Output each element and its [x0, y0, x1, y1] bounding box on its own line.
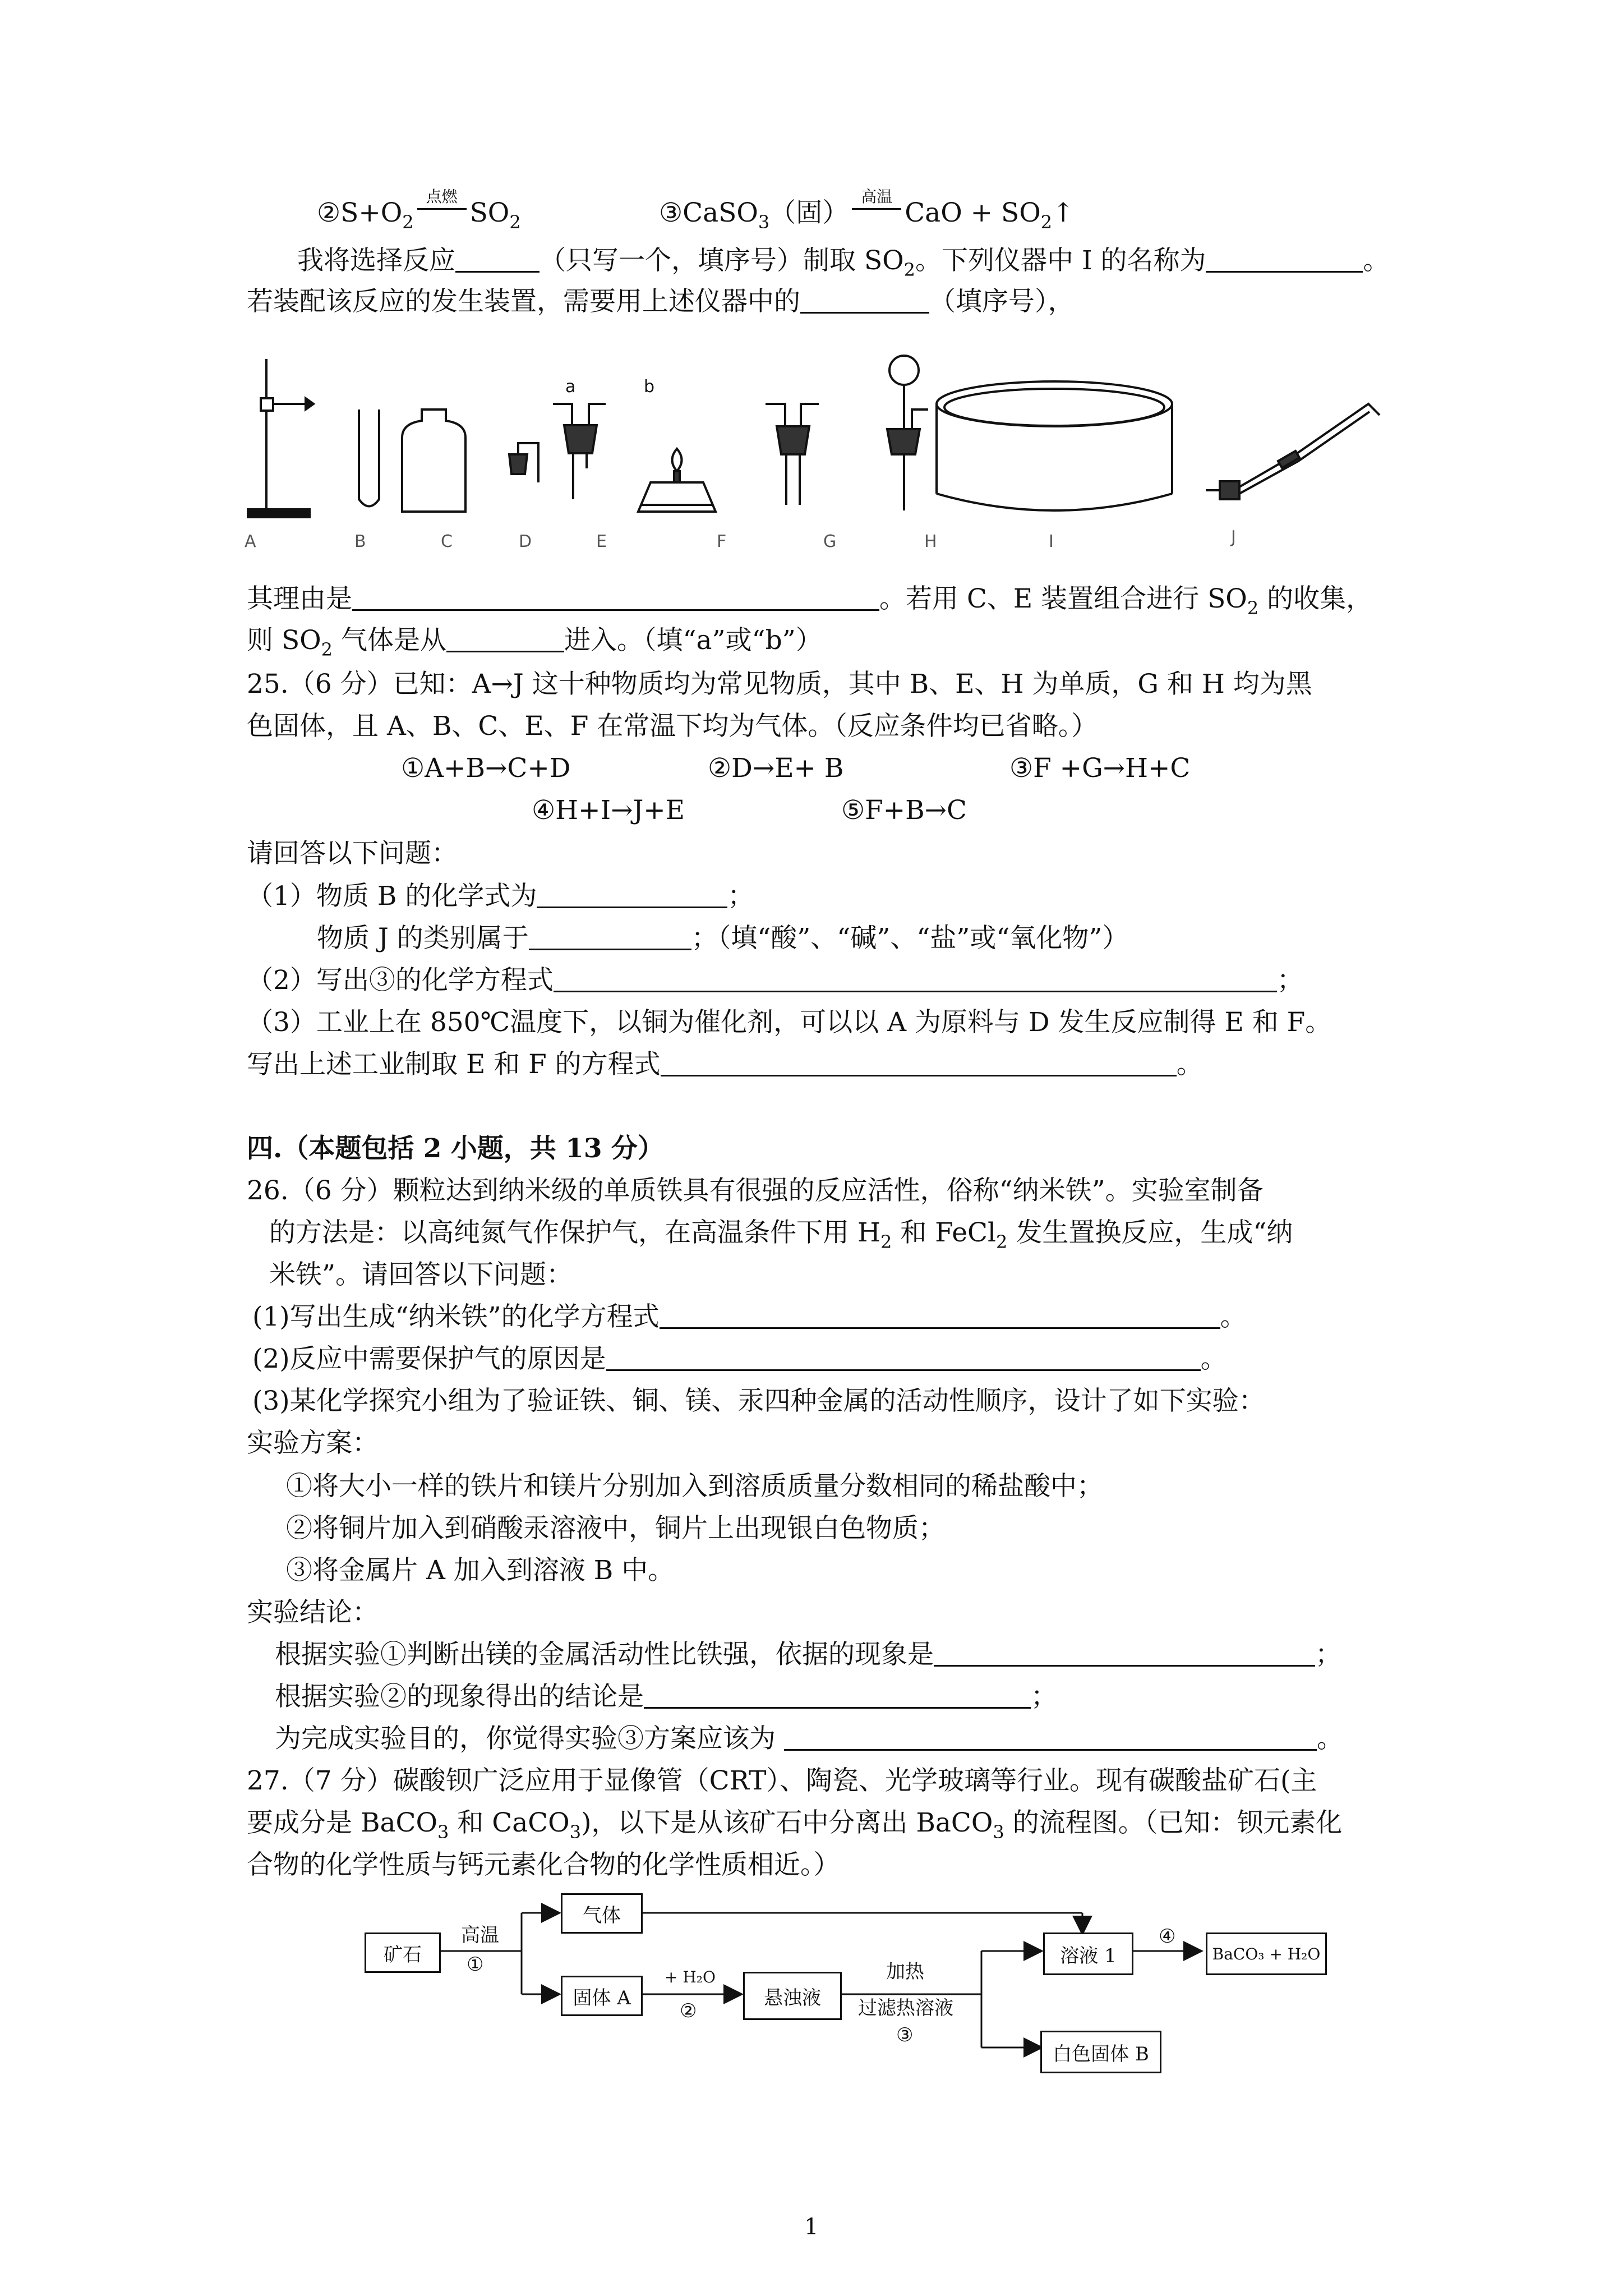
- label-d: D: [519, 532, 532, 551]
- q26-stem-1: 26.（6 分）颗粒达到纳米级的单质铁具有很强的反应活性，俗称“纳米铁”。实验室制备: [247, 1175, 1264, 1206]
- flow-suspension-box: 悬浊液: [743, 1972, 842, 2020]
- answer-blank[interactable]: [352, 585, 879, 611]
- q25-part-3a: （3）工业上在 850℃温度下，以铜为催化剂，可以以 A 为原料与 D 发生反应制得 E 和 F。: [247, 1007, 1332, 1038]
- answer-blank[interactable]: [446, 626, 564, 652]
- flow-step-1-condition: 高温: [461, 1924, 499, 1947]
- flow-solution-1-box: 溶液 1: [1043, 1932, 1133, 1975]
- answer-blank[interactable]: [644, 1682, 1031, 1709]
- q25-part-1b: 物质 J 的类别属于 ；（填“酸”、“碱”、“盐”或“氧化物”）: [317, 923, 1129, 954]
- flow-step-3-number: ③: [896, 2024, 914, 2046]
- q27-stem-1: 27.（7 分）碳酸钡广泛应用于显像管（CRT）、陶瓷、光学玻璃等行业。现有碳酸盐矿石(主: [247, 1765, 1317, 1796]
- flow-ore-box: 矿石: [365, 1932, 441, 1973]
- q25-stem-2: 色固体，且 A、B、C、E、F 在常温下均为气体。（反应条件均已省略。）: [247, 711, 1098, 742]
- alcohol-lamp-f: [638, 449, 716, 512]
- apparatus-figure: [241, 342, 1391, 561]
- flow-step-4-number: ④: [1159, 1925, 1176, 1948]
- label-b: B: [354, 532, 366, 551]
- answer-blank[interactable]: [660, 1303, 1220, 1329]
- flow-gas-box: 气体: [561, 1893, 643, 1934]
- answer-blank[interactable]: [661, 1050, 1177, 1076]
- flow-step-3-condition-1: 加热: [886, 1961, 924, 1983]
- bottle-c: [402, 409, 465, 512]
- label-a: A: [245, 532, 256, 551]
- q26-plan-2: ②将铜片加入到硝酸汞溶液中，铜片上出现银白色物质；: [286, 1513, 945, 1544]
- q26-conclusion-1: 根据实验①判断出镁的金属活动性比铁强，依据的现象是 ；: [275, 1639, 1341, 1670]
- answer-blank[interactable]: [784, 1724, 1317, 1751]
- bent-tube-j: [1206, 404, 1380, 499]
- label-e: E: [596, 532, 607, 551]
- flow-step-2-condition: + H₂O: [665, 1968, 716, 1986]
- q25-reaction-4: ④H+I→J+E: [532, 795, 685, 826]
- answer-blank[interactable]: [800, 287, 929, 314]
- q26-stem-3: 米铁”。请回答以下问题：: [269, 1259, 573, 1290]
- q24-line-b: 若装配该反应的发生装置，需要用上述仪器中的 （填序号），: [247, 286, 1075, 317]
- answer-blank[interactable]: [529, 924, 691, 950]
- water-trough-i: [937, 381, 1172, 510]
- equation-2: $②S+O_2$ 点燃 $SO_2$: [317, 187, 521, 233]
- flow-step-1-number: ①: [467, 1953, 484, 1976]
- q25-reaction-5: ⑤F+B→C: [841, 795, 967, 826]
- q24-line-d: 则 $SO_2$ 气体是从 进入。（填“a”或“b”）: [247, 625, 822, 660]
- flow-solid-a-box: 固体 A: [561, 1976, 643, 2016]
- q26-conclusion-3: 为完成实验目的，你觉得实验③方案应该为 。: [275, 1723, 1343, 1754]
- tube-label-b: b: [644, 377, 655, 397]
- answer-blank[interactable]: [606, 1345, 1201, 1371]
- q26-plan-3: ③将金属片 A 加入到溶液 B 中。: [286, 1555, 675, 1586]
- label-j: J: [1231, 527, 1236, 547]
- q26-plan-1: ①将大小一样的铁片和镁片分别加入到溶质质量分数相同的稀盐酸中；: [286, 1471, 1103, 1502]
- q25-reaction-3: ③F +G→H+C: [1009, 753, 1191, 784]
- iron-stand-a: [248, 359, 313, 517]
- answer-blank[interactable]: [554, 966, 1277, 992]
- label-c: C: [441, 532, 453, 551]
- flow-step-3-condition-2: 过滤热溶液: [858, 1997, 953, 2019]
- flow-step-2-number: ②: [680, 2000, 697, 2022]
- q26-conclusion-2: 根据实验②的现象得出的结论是 ；: [275, 1681, 1057, 1712]
- stopper-e: [553, 404, 606, 499]
- tube-label-a: a: [565, 377, 576, 397]
- q26-conclusion-title: 实验结论：: [247, 1597, 379, 1628]
- flow-product-box: BaCO₃ + H₂O: [1206, 1932, 1327, 1975]
- answer-blank[interactable]: [537, 882, 727, 908]
- q25-reaction-1: ①A+B→C+D: [401, 753, 571, 784]
- label-h: H: [924, 532, 937, 551]
- answer-blank[interactable]: [455, 246, 540, 273]
- q24-line-c: 其理由是 。若用 C、E 装置组合进行 $SO_2$ 的收集，: [247, 583, 1373, 619]
- q25-stem-1: 25.（6 分）已知：A→J 这十种物质均为常见物质，其中 B、E、H 为单质，G 和 H 均为黑: [247, 669, 1312, 700]
- stopper-d: [509, 443, 538, 482]
- q25-reaction-2: ②D→E+ B: [708, 753, 844, 784]
- q26-stem-2: 的方法是：以高纯氮气作保护气，在高温条件下用 $H_2$ 和 FeCl$_2$ 发生置换反应，生成“纳: [269, 1217, 1293, 1253]
- equation-3: ③CaSO$_3$（固） 高温 CaO + $SO_2↑$: [659, 187, 1075, 233]
- test-tube-b: [359, 409, 379, 507]
- section-4-title: 四.（本题包括 2 小题，共 13 分）: [247, 1133, 664, 1164]
- answer-blank[interactable]: [1206, 246, 1363, 273]
- q25-part-1a: （1）物质 B 的化学式为 ；: [247, 881, 754, 912]
- funnel-h: [887, 356, 928, 510]
- q26-part-3: (3)某化学探究小组为了验证铁、铜、镁、汞四种金属的活动性顺序，设计了如下实验：: [252, 1386, 1265, 1416]
- label-f: F: [717, 532, 727, 551]
- label-g: G: [823, 532, 837, 551]
- page-number: 1: [804, 2214, 819, 2240]
- q25-part-3b: 写出上述工业制取 E 和 F 的方程式 。: [247, 1049, 1203, 1080]
- q26-part-1: (1)写出生成“纳米铁”的化学方程式 。: [252, 1301, 1247, 1332]
- q26-part-2: (2)反应中需要保护气的原因是 。: [252, 1343, 1227, 1374]
- q24-line-a: 我将选择反应 （只写一个，填序号）制取 $SO_2$。下列仪器中 I 的名称为 。: [297, 245, 1390, 280]
- flow-white-solid-b-box: 白色固体 B: [1040, 2031, 1161, 2073]
- q27-stem-2: 要成分是 BaCO$_3$ 和 CaCO$_3$)，以下是从该矿石中分离出 BaCO$_3$ 的流程图。（已知：钡元素化: [247, 1807, 1343, 1843]
- q27-stem-3: 合物的化学性质与钙元素化合物的化学性质相近。）: [247, 1849, 840, 1880]
- stopper-g: [766, 404, 819, 505]
- q26-plan-title: 实验方案：: [247, 1428, 379, 1458]
- answer-blank[interactable]: [934, 1640, 1315, 1667]
- label-i: I: [1049, 532, 1054, 551]
- q25-intro: 请回答以下问题：: [247, 838, 458, 869]
- q25-part-2: （2）写出③的化学方程式 ；: [247, 965, 1303, 996]
